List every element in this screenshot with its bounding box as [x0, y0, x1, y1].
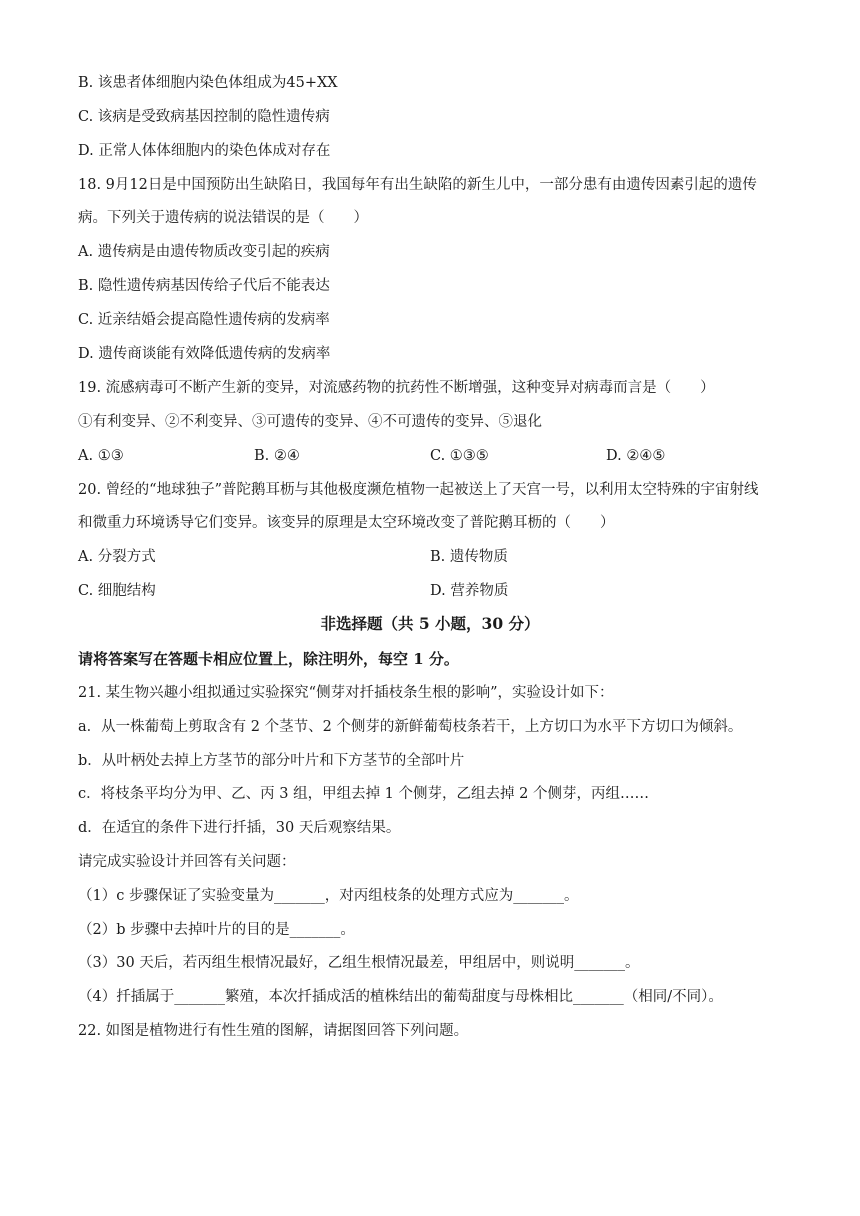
q18-option-d: D. 遗传商谈能有效降低遗传病的发病率 [78, 346, 331, 362]
q17-option-b: B. 该患者体细胞内染色体组成为45+XX [78, 75, 338, 91]
q17-option-c: C. 该病是受致病基因控制的隐性遗传病 [78, 109, 330, 125]
q22-stem: 22. 如图是植物进行有性生殖的图解，请据图回答下列问题。 [78, 1023, 469, 1039]
q19-items: ①有利变异、②不利变异、③可遗传的变异、④不可遗传的变异、⑤退化 [78, 414, 542, 430]
q20-option-b: B. 遗传物质 [430, 549, 508, 565]
q19-stem: 19. 流感病毒可不断产生新的变异，对流感药物的抗药性不断增强，这种变异对病毒而言是（ ） [78, 380, 715, 396]
q21-subquestion-2: （2）b 步骤中去掉叶片的目的是_______。 [78, 922, 355, 938]
q21-step-b: b．从叶柄处去掉上方茎节的部分叶片和下方茎节的全部叶片 [78, 753, 465, 769]
q20-option-c: C. 细胞结构 [78, 583, 156, 599]
q21-step-a: a．从一株葡萄上剪取含有 2 个茎节、2 个侧芽的新鲜葡萄枝条若干，上方切口为水平下方切口为倾斜。 [78, 719, 743, 735]
q20-stem-line2: 和微重力环境诱导它们变异。该变异的原理是太空环境改变了普陀鹅耳枥的（ ） [78, 515, 615, 531]
q19-option-a: A. ①③ [78, 448, 124, 464]
q20-option-d: D. 营养物质 [430, 583, 509, 599]
q20-option-a: A. 分裂方式 [78, 549, 156, 565]
q18-option-c: C. 近亲结婚会提高隐性遗传病的发病率 [78, 312, 330, 328]
q19-option-c: C. ①③⑤ [430, 448, 489, 464]
q18-stem-line1: 18. 9月12日是中国预防出生缺陷日，我国每年有出生缺陷的新生儿中，一部分患有由遗传因素引起的遗传 [78, 177, 757, 193]
q21-subquestion-3: （3）30 天后，若丙组生根情况最好，乙组生根情况最差，甲组居中，则说明_______。 [78, 955, 640, 971]
q20-stem-line1: 20. 曾经的“地球独子”普陀鹅耳枥与其他极度濒危植物一起被送上了天宫一号，以利用太空特殊的宇宙射线 [78, 482, 759, 498]
q17-option-d: D. 正常人体体细胞内的染色体成对存在 [78, 143, 331, 159]
q21-stem: 21. 某生物兴趣小组拟通过实验探究“侧芽对扦插枝条生根的影响”，实验设计如下： [78, 685, 614, 701]
q21-step-c: c．将枝条平均分为甲、乙、丙 3 组，甲组去掉 1 个侧芽，乙组去掉 2 个侧芽，丙组…… [78, 786, 649, 802]
q18-option-a: A. 遗传病是由遗传物质改变引起的疾病 [78, 244, 330, 260]
q21-step-d: d．在适宜的条件下进行扦插，30 天后观察结果。 [78, 820, 401, 836]
q19-option-d: D. ②④⑤ [606, 448, 666, 464]
q19-option-b: B. ②④ [254, 448, 300, 464]
section-instruction: 请将答案写在答题卡相应位置上，除注明外，每空 1 分。 [78, 650, 459, 668]
q21-subquestion-4: （4）扦插属于_______繁殖，本次扦插成活的植株结出的葡萄甜度与母株相比_______（相同/不同）。 [78, 989, 723, 1005]
q21-subquestion-1: （1）c 步骤保证了实验变量为_______，对丙组枝条的处理方式应为_______。 [78, 888, 579, 904]
q21-prompt: 请完成实验设计并回答有关问题： [78, 854, 296, 870]
q18-stem-line2: 病。下列关于遗传病的说法错误的是（ ） [78, 210, 368, 226]
q18-option-b: B. 隐性遗传病基因传给子代后不能表达 [78, 278, 330, 294]
section-title: 非选择题（共 5 小题，30 分） [320, 614, 540, 633]
